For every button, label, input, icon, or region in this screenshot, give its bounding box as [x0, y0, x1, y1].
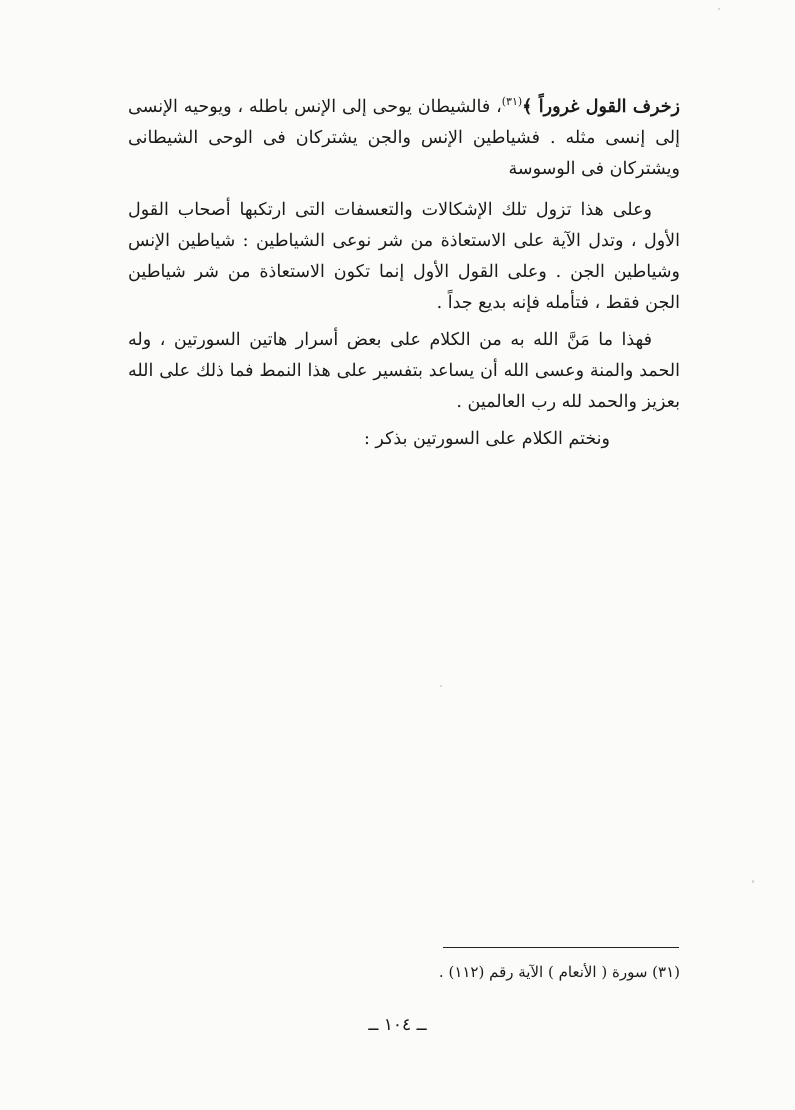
page-number: ــ ١٠٤ ــ: [368, 1015, 427, 1035]
footnote-reference: (٣١): [501, 95, 523, 109]
paragraph-1-text: ، فالشيطان يوحى إلى الإنس باطله ، ويوحيه الإنسى إلى إنسى مثله . فشياطين الإنس والجن يشتركان فى الوحى الشيطانى ويشتركان فى الوسوسة: [128, 97, 680, 179]
paragraph-1: [128, 92, 680, 185]
paragraph-2: وعلى هذا تزول تلك الإشكالات والتعسفات التى ارتكبها أصحاب القول الأول ، وتدل الآية على الاستعاذة من شر نوعى الشياطين : شياطين الإنس وشياطين الجن . وعلى القول الأول إنما تكون الاستعاذة من شر شياطين الجن فقط ، فتأمله فإنه بديع جداً .: [128, 200, 680, 313]
scan-speck: [440, 685, 442, 687]
body-text: [128, 92, 680, 461]
paragraph-4: ونختم الكلام على السورتين بذكر :: [363, 429, 610, 449]
quran-quote: زخرف القول غروراً ﴾: [522, 97, 680, 117]
scan-speck: [752, 880, 754, 883]
paragraph-3: فهذا ما مَنَّ الله به من الكلام على بعض أسرار هاتين السورتين ، وله الحمد والمنة وعسى الله أن يساعد بتفسير على هذا النمط فما ذلك على الله بعزيز والحمد لله رب العالمين .: [128, 330, 680, 412]
footnote-divider: [443, 947, 679, 948]
scan-speck: [718, 8, 720, 10]
footnote: (٣١) سورة ( الأنعام ) الآية رقم (١١٢) .: [438, 963, 680, 981]
